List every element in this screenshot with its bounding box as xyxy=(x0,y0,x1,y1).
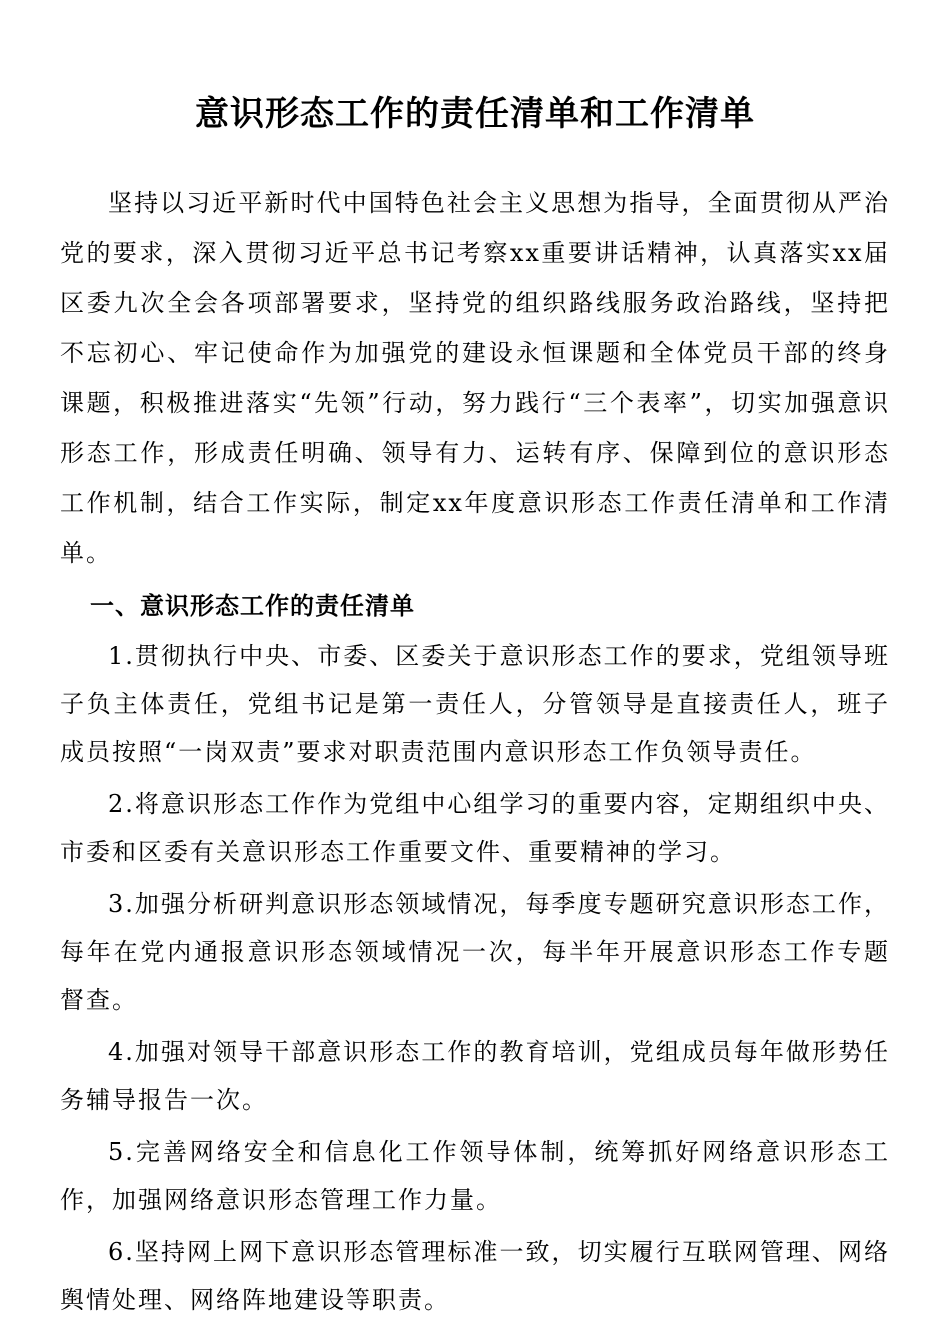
list-item: 2.将意识形态工作作为党组中心组学习的重要内容，定期组织中央、市委和区委有关意识形态工作重要文件、重要精神的学习。 xyxy=(60,790,890,866)
list-item: 6.坚持网上网下意识形态管理标准一致，切实履行互联网管理、网络舆情处理、网络阵地建设等职责。 xyxy=(60,1238,890,1314)
section-heading-responsibility-list: 一、意识形态工作的责任清单 xyxy=(90,592,415,620)
list-item: 1.贯彻执行中央、市委、区委关于意识形态工作的要求，党组领导班子负主体责任，党组书记是第一责任人，分管领导是直接责任人，班子成员按照“一岗双责”要求对职责范围内意识形态工作负领导责任。 xyxy=(60,642,890,766)
intro-paragraph: 坚持以习近平新时代中国特色社会主义思想为指导，全面贯彻从严治党的要求，深入贯彻习近平总书记考察xx重要讲话精神，认真落实xx届区委九次全会各项部署要求，坚持党的组织路线服务政治路线，坚持把不忘初心、牢记使命作为加强党的建设永恒课题和全体党员干部的终身课题，积极推进落实“先领”行动，努力践行“三个表率”，切实加强意识形态工作，形成责任明确、领导有力、运转有序、保障到位的意识形态工作机制，结合工作实际，制定xx年度意识形态工作责任清单和工作清单。 xyxy=(60,189,890,567)
list-item: 5.完善网络安全和信息化工作领导体制，统筹抓好网络意识形态工作，加强网络意识形态管理工作力量。 xyxy=(60,1138,890,1214)
document-title: 意识形态工作的责任清单和工作清单 xyxy=(195,94,755,134)
list-item: 4.加强对领导干部意识形态工作的教育培训，党组成员每年做形势任务辅导报告一次。 xyxy=(60,1038,890,1114)
list-item: 3.加强分析研判意识形态领域情况，每季度专题研究意识形态工作，每年在党内通报意识形态领域情况一次，每半年开展意识形态工作专题督查。 xyxy=(60,890,890,1014)
